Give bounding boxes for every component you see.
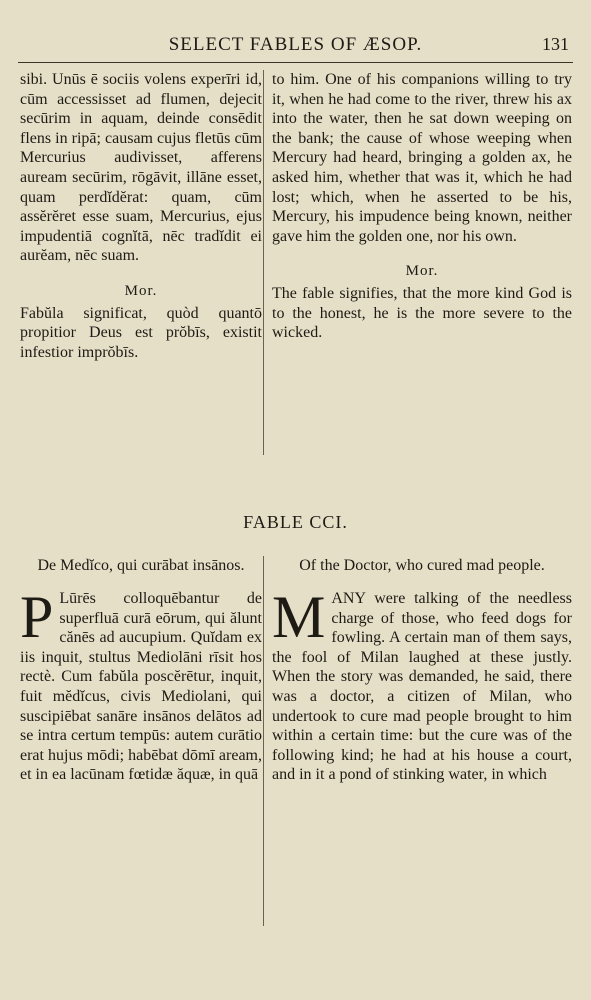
english-column-top [272, 70, 572, 343]
latin-column-top [20, 70, 262, 362]
english-column-bottom [272, 556, 572, 785]
english-fable-subtitle: Of the Doctor, who cured mad people. [299, 557, 545, 574]
header-rule [18, 62, 573, 63]
latin-fable-subtitle: De Medĭco, qui curābat insānos. [37, 557, 245, 574]
english-drop-cap: M [272, 584, 326, 650]
latin-column-bottom [20, 556, 262, 785]
latin-drop-cap: P [20, 584, 54, 650]
page-number: 131 [542, 34, 569, 54]
running-title: SELECT FABLES OF ÆSOP. [168, 34, 423, 55]
english-moral-heading: Mor. [405, 263, 439, 280]
latin-body [20, 584, 262, 785]
english-fable-text: to him. One of his companions willing to try it, when he had come to the river, threw his ax into the water, then he sat down weeping on the bank; the cause of whose weeping when Mercury had heard, bringing a golden ax, he asked him, whether that was it, which he had lost; which, when he asserted to be his, Mercury, his impudence being known, neither gave him the golden one, nor his own. [272, 71, 572, 245]
english-moral-text: The fable signifies, that the more kind God is to the honest, he is the more severe to the wicked. [272, 284, 572, 342]
english-fable-body: ANY were talking of the needless charge of those, who feed dogs for fowling. A certain man of them says, the fool of Milan laughed at these justly. When the story was demanded, he said, there was a doctor, a citizen of Milan, who undertook to cure mad people brought to him within a certain time: but the cure was of the following kind; he had at his house a court, and in it a pond of stinking water, in which [272, 590, 572, 784]
running-header [0, 32, 591, 62]
english-body [272, 584, 572, 785]
latin-fable-body: Lūrēs colloquēbantur de superfluā curā eōrum, qui ălunt cănēs ad aucupium. Quĭdam ex iis inquit, stultus Mediolāni rīsit hos rectè. Cum fabŭla poscĕrētur, inquit, fuit mĕdĭcus, civis Mediolani, qui suscipiēbat sanāre insānos delātos ad se intra certum tempūs: autem curātio erat hujus mōdi; habēbat dōmī aream, et in ea lacūnam fœtidæ ăquæ, in quā [20, 590, 262, 784]
latin-moral-text: Fabŭla significat, quòd quantō propitior Deus est prŏbīs, existit infestior imprŏbīs. [20, 304, 262, 361]
column-divider-top [263, 70, 264, 455]
column-divider-bottom [263, 556, 264, 926]
latin-fable-text: sibi. Unūs ē sociis volens experīri id, cūm accessisset ad flumen, dejecit secūrim in aquam, deinde consēdit flens in ripā; causam cujus fletūs cūm Mercurius audivisset, afferens auream secūrim, rōgāvit, illāne esset, quam perdĭdĕrat: quam, cūm assĕrĕret esse suam, Mercurius, ejus impudentiā cognĭtā, nēc tradĭdit ei aurĕam, nēc suam. [20, 71, 262, 265]
latin-moral-heading: Mor. [124, 282, 158, 299]
fable-title: FABLE CCI. [243, 512, 348, 532]
